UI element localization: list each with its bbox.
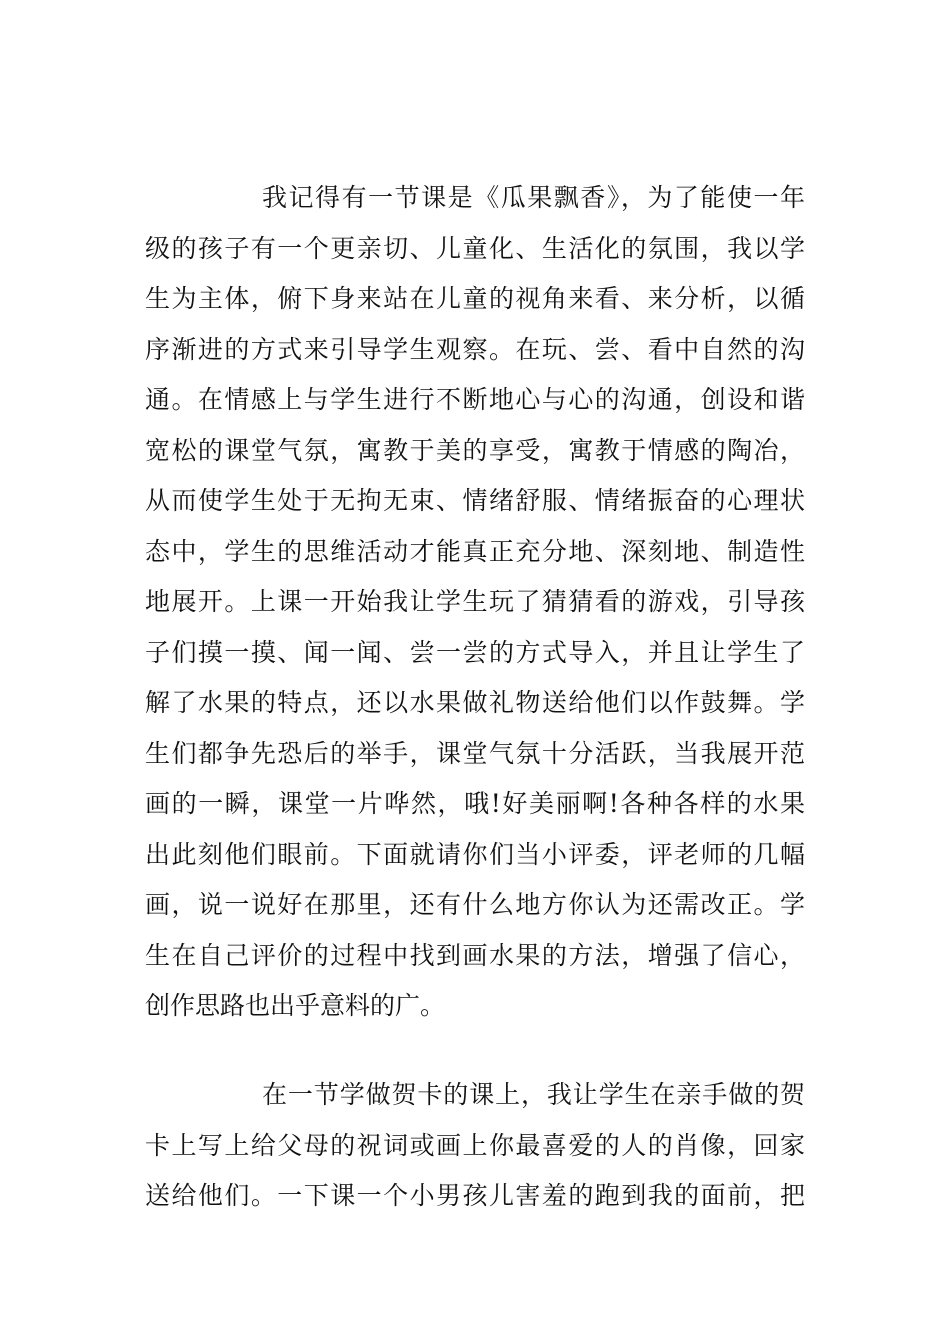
paragraph-line: 创作思路也出乎意料的广。 [145,991,446,1020]
paragraph-line: 生为主体，俯下身来站在儿童的视角来看、来分析，以循 [145,284,805,313]
paragraph-line: 通。在情感上与学生进行不断地心与心的沟通，创设和谐 [145,385,805,414]
paragraph-greeting-card-lesson [145,1070,805,1222]
paragraph-line: 画的一瞬，课堂一片哗然，哦!好美丽啊!各种各样的水果 [145,789,805,818]
paragraph-line: 解了水果的特点，还以水果做礼物送给他们以作鼓舞。学 [145,688,805,717]
paragraph-line: 宽松的课堂气氛，寓教于美的享受，寓教于情感的陶冶， [145,435,805,465]
paragraph-line: 地展开。上课一开始我让学生玩了猜猜看的游戏，引导孩 [145,587,805,616]
paragraph-line: 在一节学做贺卡的课上，我让学生在亲手做的贺 [262,1080,805,1109]
paragraph-line: 态中，学生的思维活动才能真正充分地、深刻地、制造性 [145,536,805,566]
paragraph-line: 级的孩子有一个更亲切、儿童化、生活化的氛围，我以学 [145,233,805,263]
paragraph-line: 画，说一说好在那里，还有什么地方你认为还需改正。学 [145,890,805,919]
paragraph-line: 生在自己评价的过程中找到画水果的方法，增强了信心， [145,940,805,970]
paragraph-line: 子们摸一摸、闻一闻、尝一尝的方式导入，并且让学生了 [145,637,805,667]
paragraph-line: 送给他们。一下课一个小男孩儿害羞的跑到我的面前，把 [145,1181,805,1210]
paragraph-line: 我记得有一节课是《瓜果飘香》，为了能使一年 [262,183,805,212]
paragraph-fruit-lesson [145,173,805,1032]
paragraph-line: 从而使学生处于无拘无束、情绪舒服、情绪振奋的心理状 [145,486,805,515]
paragraph-line: 序渐进的方式来引导学生观察。在玩、尝、看中自然的沟 [145,334,805,364]
paragraph-line: 出此刻他们眼前。下面就请你们当小评委，评老师的几幅 [145,839,805,869]
paragraph-line: 卡上写上给父母的祝词或画上你最喜爱的人的肖像，回家 [145,1130,805,1160]
paragraph-line: 生们都争先恐后的举手，课堂气氛十分活跃，当我展开范 [145,738,805,768]
